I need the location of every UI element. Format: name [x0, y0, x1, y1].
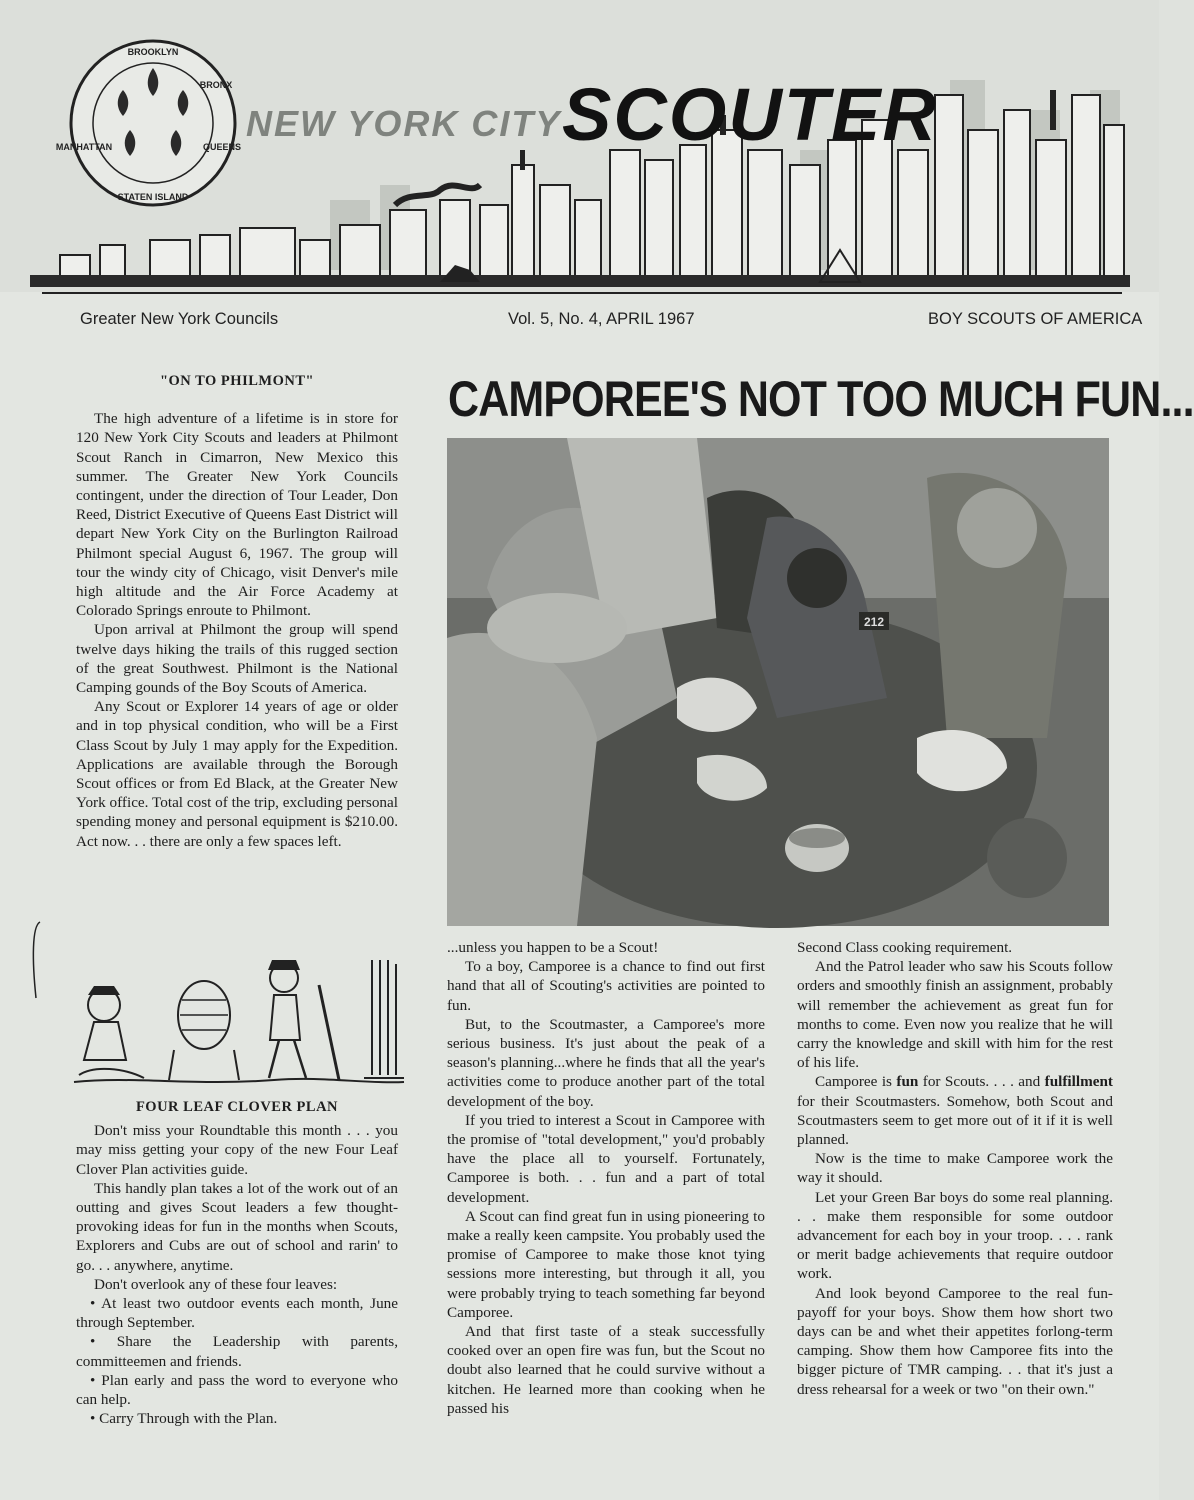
camporee-col2-p4: Now is the time to make Camporee work the way it should. — [797, 1150, 1113, 1187]
council-name: Greater New York Councils — [80, 310, 279, 328]
camporee-col2-p6: And look beyond Camporee to the real fun-payoff for your boys. Show them how short two days can be and whet their appetites forlong-term camping. Show them how Camporee fits into the bigger picture of TMR camping. . . that it's just a dress rehearsal for a week or two "on their own." — [797, 1284, 1113, 1398]
seal-label-manhattan: MANHATTAN — [55, 142, 113, 152]
five-boroughs-seal — [55, 38, 242, 208]
clover-paragraph-3: Don't overlook any of these four leaves: — [94, 1275, 338, 1293]
clover-bullet-1: • At least two outdoor events each month, June through September. — [76, 1295, 398, 1332]
camporee-column-2 — [797, 938, 1113, 1399]
fulfillment-emphasis: fulfillment — [1044, 1073, 1113, 1091]
camporee-col1-p2: To a boy, Camporee is a chance to find out first hand that all of Scouting's activities are pointed to fun. — [447, 958, 765, 1014]
seal-label-brooklyn: BROOKLYN — [127, 47, 179, 57]
margin-bracket-mark — [30, 920, 42, 1000]
seal-label-staten-island: STATEN ISLAND — [117, 192, 189, 202]
philmont-paragraph-3: Any Scout or Explorer 14 years of age or older and in top physical condition, who will be a First Class Scout by July 1 may apply for the Expedition. Applications are available through the Borough Scout offices or from Ed Black, at the Greater New York office. Total cost of the trip, excluding personal spending money and personal equipment is $210.00. Act now. . . there are only a few spaces left. — [76, 698, 398, 850]
seal-label-bronx: BRONX — [199, 80, 233, 90]
camporee-headline: CAMPOREE'S NOT TOO MUCH FUN... — [448, 371, 1194, 427]
camporee-column-1 — [447, 938, 765, 1418]
clover-bullet-2: • Share the Leadership with parents, committeemen and friends. — [76, 1333, 398, 1370]
scouts-cartoon-illustration — [74, 950, 404, 1090]
camporee-col1-p1: ...unless you happen to be a Scout! — [447, 939, 659, 956]
camporee-col2-p3-c: for their Scoutmasters. Somehow, both Scout and Scoutmasters seem to get more out of it if it is well planned. — [797, 1092, 1113, 1149]
newsletter-title: SCOUTER — [562, 73, 938, 156]
philmont-heading: "ON TO PHILMONT" — [159, 373, 315, 389]
masthead-rule — [42, 292, 1122, 294]
camporee-col2-p3-b: for Scouts. . . . and — [918, 1073, 1045, 1091]
clover-paragraph-1: Don't miss your Roundtable this month . . . you may miss getting your copy of the new Four Leaf Clover Plan activities guide. — [76, 1122, 398, 1178]
title-prefix: NEW YORK CITY — [246, 103, 562, 144]
clover-paragraph-2: This handly plan takes a lot of the work out of an outting and gives Scout leaders a few thought-provoking ideas for fun in the months when Scouts, Explorers and Cubs are out of school and rarin' to go. . . anywhere, anytime. — [76, 1179, 398, 1274]
organization-name: BOY SCOUTS OF AMERICA — [928, 310, 1143, 328]
masthead — [0, 0, 1159, 300]
clover-article — [76, 1098, 398, 1428]
fun-emphasis: fun — [896, 1073, 919, 1091]
clover-heading: FOUR LEAF CLOVER PLAN — [135, 1099, 339, 1115]
philmont-paragraph-1: The high adventure of a lifetime is in store for 120 New York City Scouts and leaders at Philmont Scout Ranch in Cimarron, New Mexico this summer. The Greater New York Councils contingent, under the direction of Tour Leader, Don Reed, District Executive of Queens East District will depart New York City on the Burlington Railroad Philmont special August 6, 1967. The group will tour the windy city of Chicago, visit Denver's mile high altitude and the Air Force Academy at Colorado Springs enroute to Philmont. — [76, 410, 398, 620]
seal-label-queens: QUEENS — [202, 142, 242, 152]
camporee-col1-p3: But, to the Scoutmaster, a Camporee's more serious business. It's just about the peak of a season's planning...where he finds that all the year's activities come to produce another part of the total development of the boy. — [447, 1015, 765, 1110]
camporee-col2-p3-a: Camporee is — [815, 1073, 897, 1091]
philmont-paragraph-2: Upon arrival at Philmont the group will spend twelve days hiking the trails of this rugged section of the great Southwest. Philmont is the National Camping gounds of the Boy Scouts of America. — [76, 621, 398, 697]
camporee-col1-p5: A Scout can find great fun in using pioneering to make a really keen campsite. You probably used the promise of Camporee to make those knot tying sessions more interesting, but through it all, you were probably trying to teach something far beyond Camporee. — [447, 1207, 765, 1321]
camporee-col2-p5: Let your Green Bar boys do some real planning. . . make them responsible for some outdoor advancement for each boy in your troop. . . . rank or merit badge achievements that require outdoor work. — [797, 1188, 1113, 1283]
photo-patch-number: 212 — [863, 615, 885, 629]
camporee-col1-p4: If you tried to interest a Scout in Camporee with the promise of "total development," you'd probably have the place all to yourself. Fortunately, Camporee is both. . . fun and a part of total development. — [447, 1111, 765, 1206]
issue-info: Vol. 5, No. 4, APRIL 1967 — [508, 310, 695, 328]
clover-bullet-3: • Plan early and pass the word to everyone who can help. — [76, 1371, 398, 1409]
camporee-col2-p2: And the Patrol leader who saw his Scouts follow orders and smoothly finish an assignment, probably will remember the achievement as great fun for months to come. Even now you realize that he will carry the knowledge and skill with him for the rest of his life. — [797, 958, 1113, 1072]
scouts-cooking-photo — [447, 438, 1109, 926]
camporee-col2-p3 — [797, 1072, 1113, 1149]
camporee-col1-p6: And that first taste of a steak successfully cooked over an open fire was fun, but the Scout no doubt also learned that he could survive without a kitchen. He learned more than cooking when he passed his — [447, 1323, 765, 1417]
clover-bullet-4: • Carry Through with the Plan. — [90, 1410, 278, 1428]
camporee-col2-p1: Second Class cooking requirement. — [797, 939, 1013, 956]
philmont-article — [76, 372, 398, 851]
